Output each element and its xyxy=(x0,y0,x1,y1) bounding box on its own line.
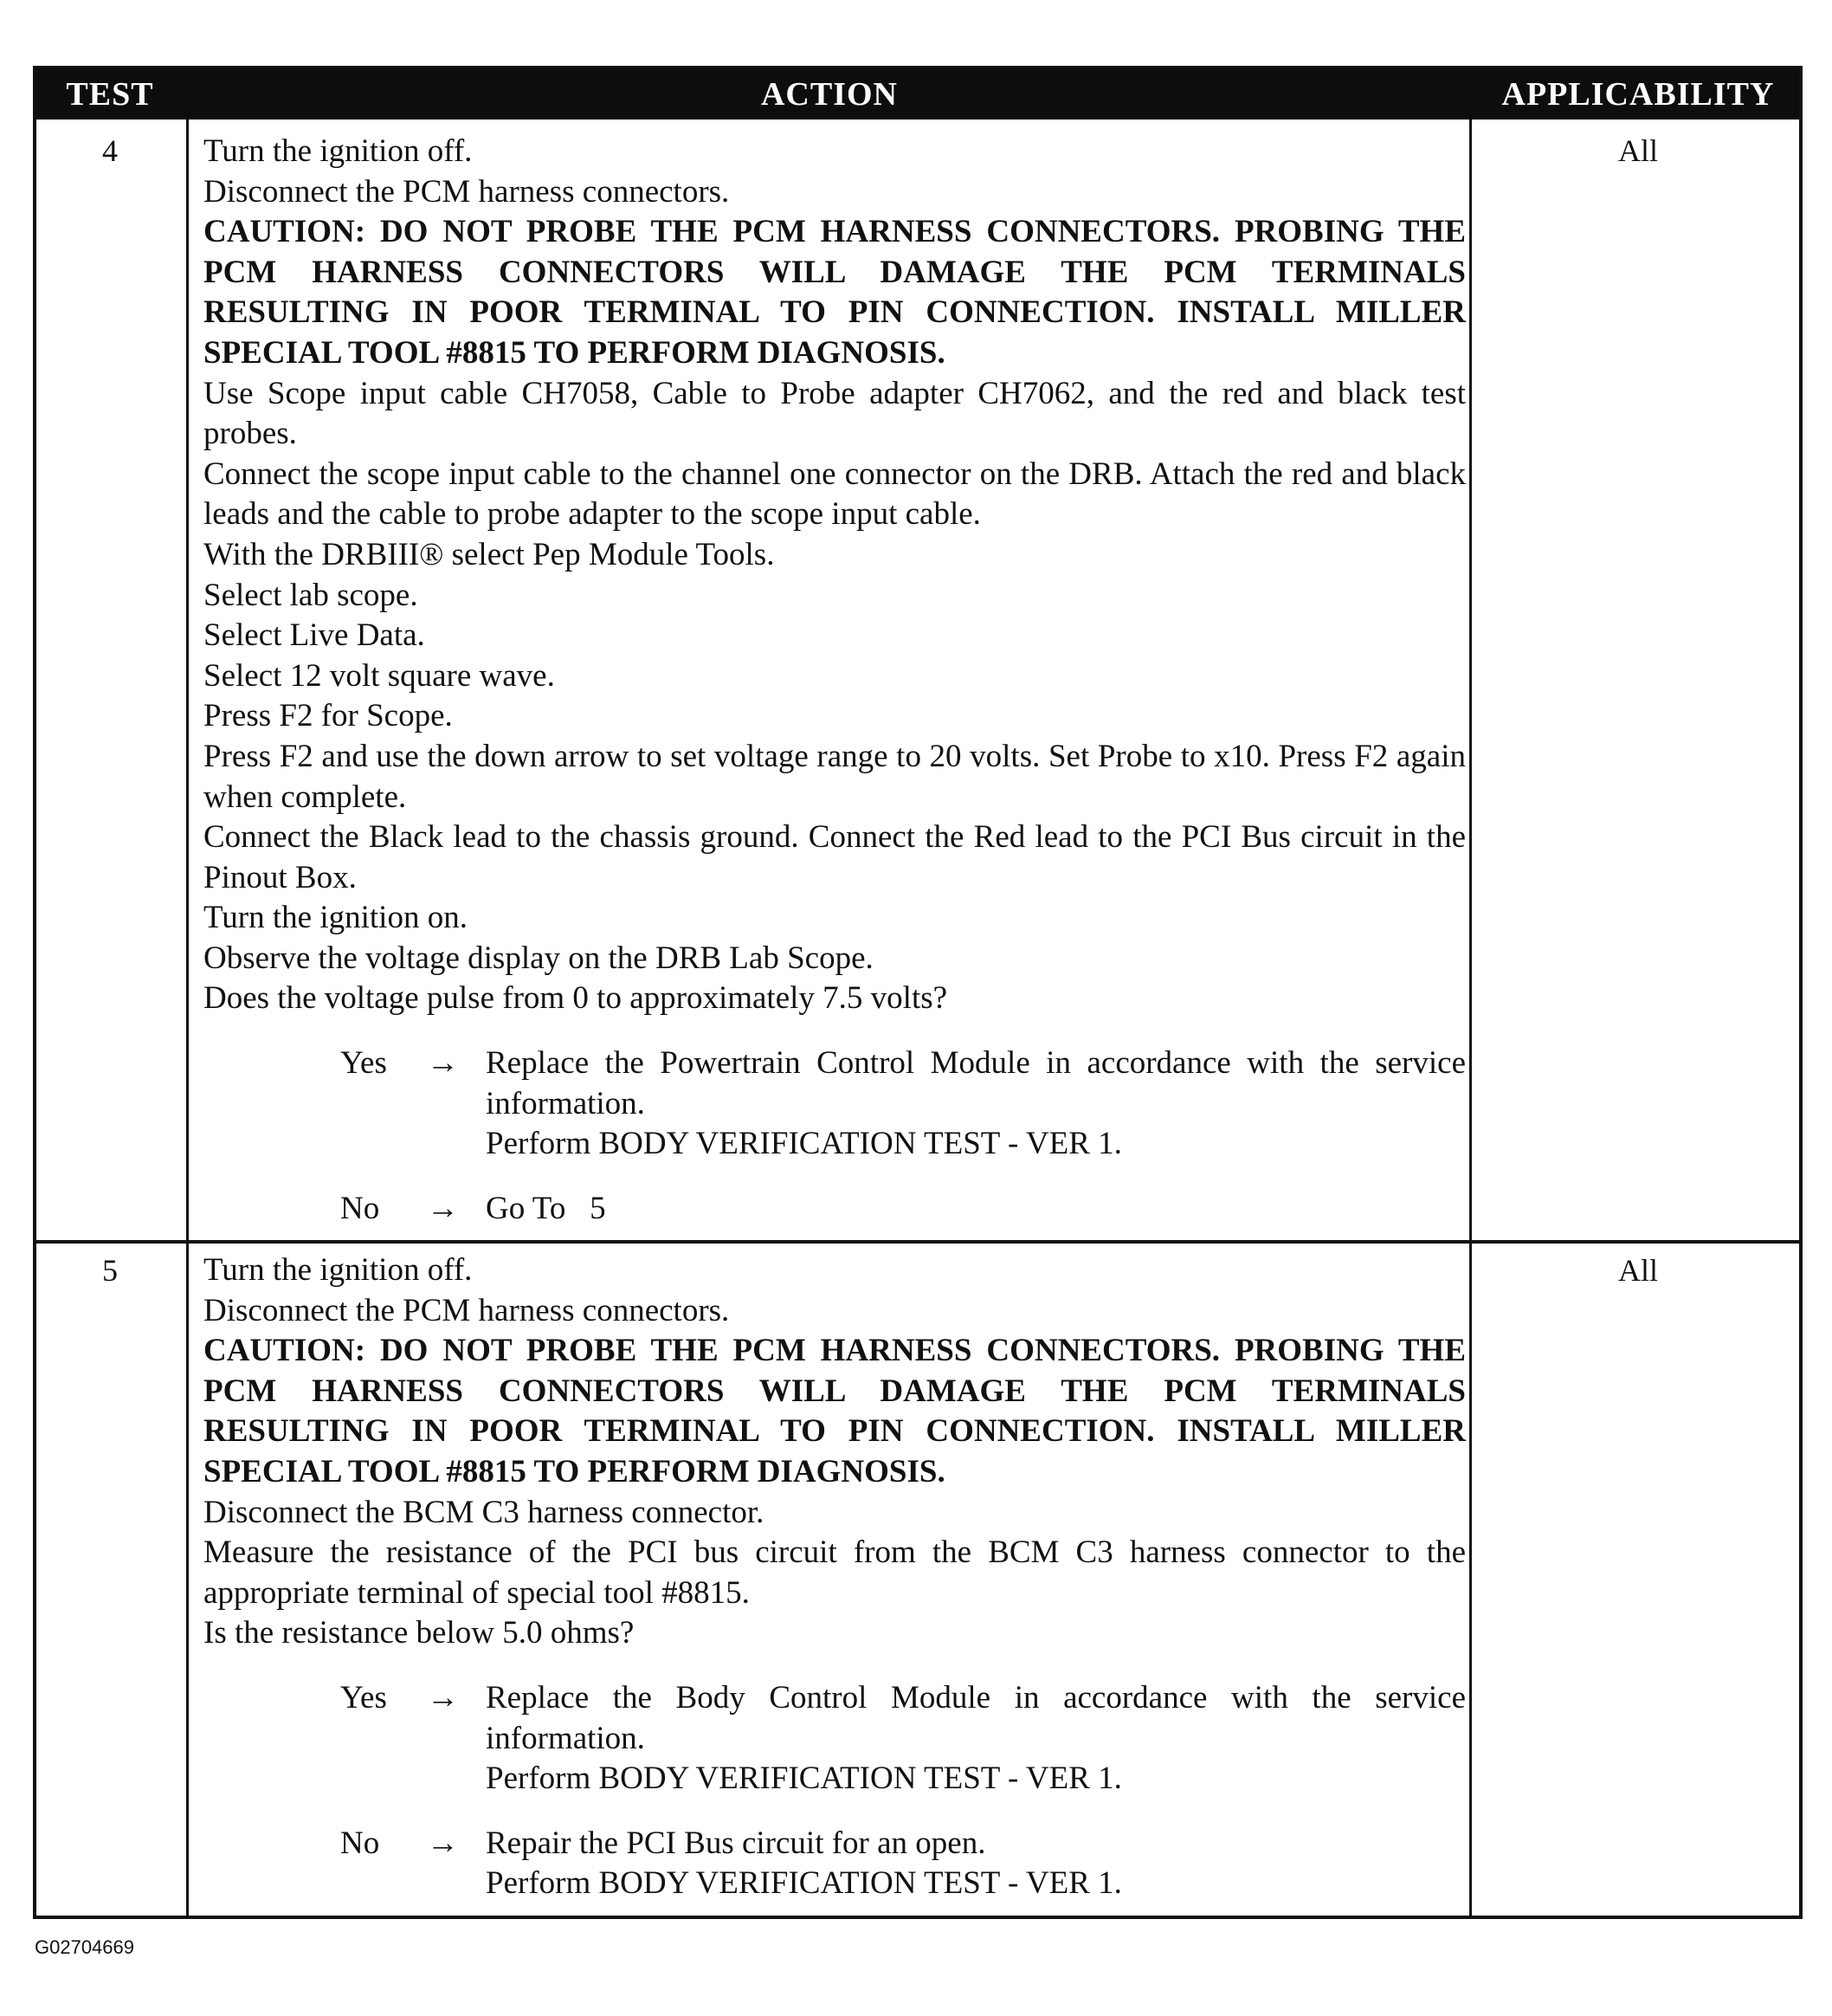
result-text: Perform BODY VERIFICATION TEST - VER 1. xyxy=(486,1126,1122,1162)
header-applicability: APPLICABILITY xyxy=(1501,76,1775,113)
action-step: Disconnect the PCM harness connectors. xyxy=(203,173,730,210)
result-text: Go To 5 xyxy=(486,1190,606,1226)
action-step: Press F2 for Scope. xyxy=(203,698,453,734)
result-text: Perform BODY VERIFICATION TEST - VER 1. xyxy=(486,1865,1122,1902)
column-divider-applicability xyxy=(1469,120,1472,1916)
action-step: Select lab scope. xyxy=(203,577,418,613)
arrow-icon: → xyxy=(427,1679,459,1716)
action-step: Observe the voltage display on the DRB Lab Scope. xyxy=(203,940,874,976)
action-step: Does the voltage pulse from 0 to approximately 7.5 volts? xyxy=(203,980,948,1017)
result-text: Repair the PCI Bus circuit for an open. xyxy=(486,1825,986,1861)
action-step: Connect the Black lead to the chassis ground. Connect the Red lead to the PCI Bus circuit in the Pinout Box. xyxy=(203,819,1466,895)
caution-text: CAUTION: DO NOT PROBE THE PCM HARNESS CONNECTORS. PROBING THE PCM HARNESS CONNECTORS WILL DAMAGE THE PCM TERMINALS RESULTING IN POOR TERMINAL TO PIN CONNECTION. INSTALL MILLER SPECIAL TOOL #8815 TO PERFORM DIAGNOSIS. xyxy=(203,214,1466,371)
result-label: Yes xyxy=(340,1045,387,1082)
action-step: With the DRBIII® select Pep Module Tools. xyxy=(203,536,775,572)
action-step: Connect the scope input cable to the channel one connector on the DRB. Attach the red and black leads and the cable to probe adapter to the scope input cable. xyxy=(203,456,1466,533)
arrow-icon: → xyxy=(427,1190,459,1226)
figure-code: G02704669 xyxy=(35,1936,134,1958)
arrow-icon: → xyxy=(427,1825,459,1861)
applicability-value: All xyxy=(1617,1253,1658,1288)
result-text: Replace the Body Control Module in accordance with the service information. xyxy=(486,1679,1466,1756)
action-step: Turn the ignition on. xyxy=(203,900,468,936)
action-step: Use Scope input cable CH7058, Cable to Probe adapter CH7062, and the red and black test probes. xyxy=(203,375,1466,452)
result-no xyxy=(203,1824,1466,1904)
result-yes xyxy=(203,1044,1466,1165)
caution-text: CAUTION: DO NOT PROBE THE PCM HARNESS CONNECTORS. PROBING THE PCM HARNESS CONNECTORS WILL DAMAGE THE PCM TERMINALS RESULTING IN POOR TERMINAL TO PIN CONNECTION. INSTALL MILLER SPECIAL TOOL #8815 TO PERFORM DIAGNOSIS. xyxy=(203,1333,1466,1489)
arrow-icon: → xyxy=(427,1045,459,1082)
action-step: Disconnect the BCM C3 harness connector. xyxy=(203,1494,764,1530)
action-step: Select Live Data. xyxy=(203,617,425,654)
applicability-value: All xyxy=(1617,133,1658,168)
action-step: Measure the resistance of the PCI bus circuit from the BCM C3 harness connector to the appropriate terminal of special tool #8815. xyxy=(203,1535,1466,1611)
action-step: Turn the ignition off. xyxy=(203,133,473,169)
test-number: 4 xyxy=(102,133,118,168)
result-text: Perform BODY VERIFICATION TEST - VER 1. xyxy=(486,1761,1122,1797)
row-divider xyxy=(36,1240,1799,1244)
column-divider-test xyxy=(186,120,189,1916)
action-cell xyxy=(203,132,1466,1229)
action-cell xyxy=(203,1250,1466,1904)
diagnostic-test-table xyxy=(33,66,1803,1919)
action-step: Is the resistance below 5.0 ohms? xyxy=(203,1615,635,1651)
result-label: No xyxy=(340,1825,380,1861)
action-step: Press F2 and use the down arrow to set voltage range to 20 volts. Set Probe to x10. Press F2 again when complete. xyxy=(203,738,1466,815)
header-action: ACTION xyxy=(760,76,899,113)
result-text: Replace the Powertrain Control Module in accordance with the service information. xyxy=(486,1045,1466,1121)
action-step: Turn the ignition off. xyxy=(203,1252,473,1288)
action-step: Disconnect the PCM harness connectors. xyxy=(203,1292,730,1328)
result-no xyxy=(203,1189,1466,1230)
table-header xyxy=(36,69,1799,120)
test-number: 5 xyxy=(102,1253,118,1288)
action-step: Select 12 volt square wave. xyxy=(203,657,555,694)
result-label: Yes xyxy=(340,1679,387,1716)
header-test: TEST xyxy=(66,76,154,113)
result-label: No xyxy=(340,1190,380,1226)
result-yes xyxy=(203,1678,1466,1800)
